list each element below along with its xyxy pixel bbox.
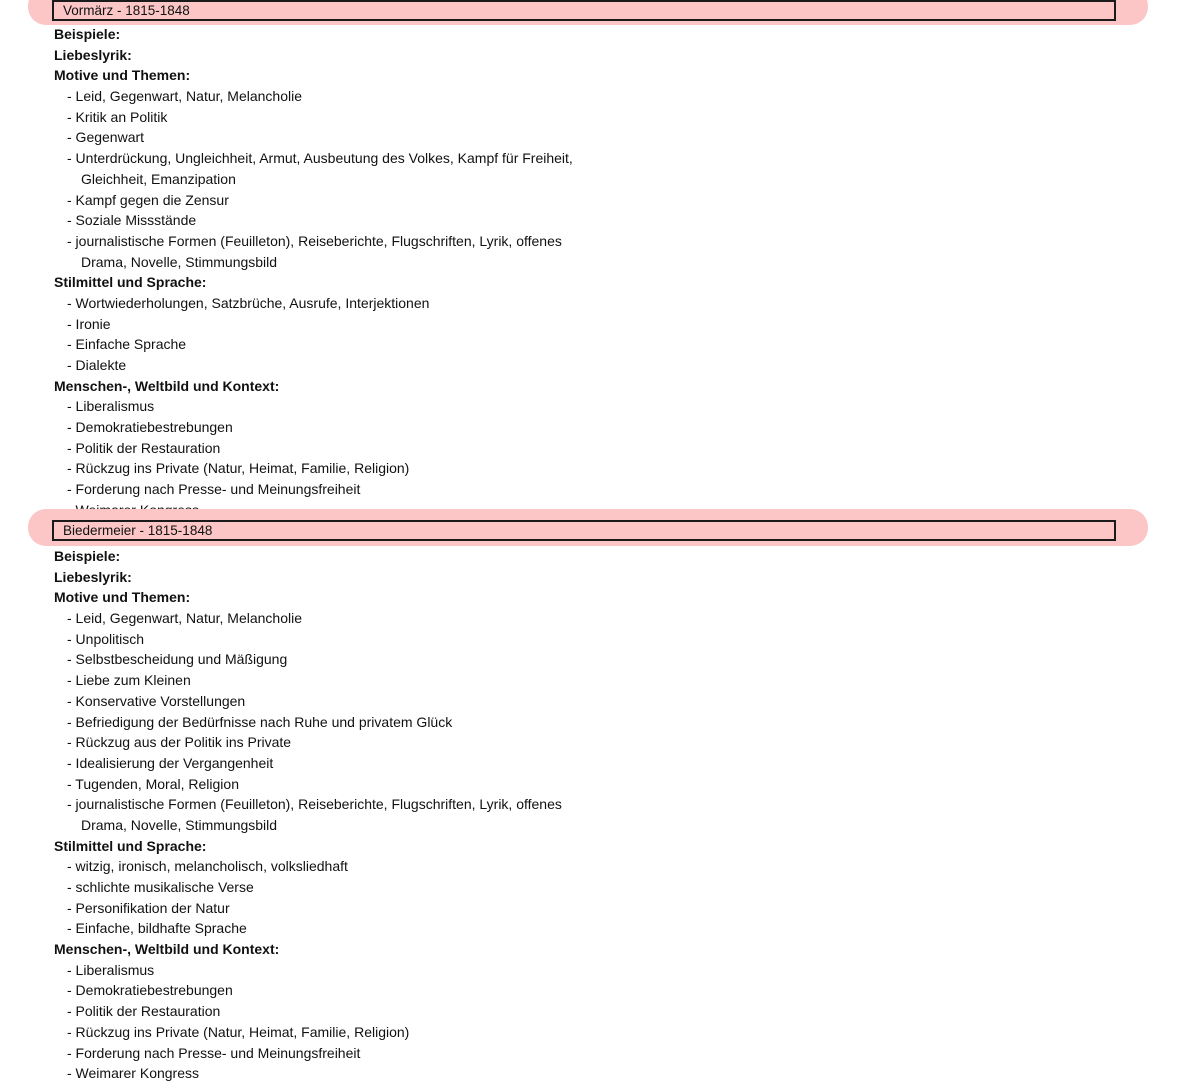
list-item: - Liebe zum Kleinen (67, 672, 191, 689)
list-item-continuation: Drama, Novelle, Stimmungsbild (81, 253, 278, 270)
list-item: - Rückzug ins Private (Natur, Heimat, Familie, Religion) (67, 1023, 410, 1040)
list-item: - Liberalismus (67, 398, 155, 415)
section-heading: Motive und Themen: (54, 67, 191, 84)
list-item: - Forderung nach Presse- und Meinungsfreiheit (67, 481, 361, 498)
list-item: - Demokratiebestrebungen (67, 419, 233, 436)
list-item: - witzig, ironisch, melancholisch, volksliedhaft (67, 858, 348, 875)
list-item: - Dialekte (67, 357, 127, 373)
list-item: - Rückzug aus der Politik ins Private (67, 734, 292, 751)
list-item: - schlichte musikalische Verse (67, 879, 254, 895)
list-item: - Befriedigung der Bedürfnisse nach Ruhe und privatem Glück (67, 713, 453, 730)
list-item: - Tugenden, Moral, Religion (67, 775, 239, 792)
list-item: - Rückzug ins Private (Natur, Heimat, Familie, Religion) (67, 460, 410, 477)
list-item: - Einfache, bildhafte Sprache (67, 920, 247, 937)
list-item: - Demokratiebestrebungen (67, 982, 233, 999)
list-item: - Idealisierung der Vergangenheit (67, 754, 274, 771)
list-item-continuation: Drama, Novelle, Stimmungsbild (81, 816, 278, 833)
list-item: - Wortwiederholungen, Satzbrüche, Ausrufe, Interjektionen (67, 294, 430, 311)
list-item: - Konservative Vorstellungen (67, 692, 246, 709)
list-item: - journalistische Formen (Feuilleton), Reiseberichte, Flugschriften, Lyrik, offenes (67, 232, 562, 249)
list-item: - Kritik an Politik (67, 108, 168, 125)
list-item: - Politik der Restauration (67, 439, 221, 456)
list-item: - Selbstbescheidung und Mäßigung (67, 651, 288, 668)
list-item: - Unpolitisch (67, 630, 145, 647)
list-item: - Forderung nach Presse- und Meinungsfreiheit (67, 1044, 361, 1061)
section-heading: Motive und Themen: (54, 589, 191, 606)
list-item: - Kampf gegen die Zensur (67, 191, 229, 208)
section-heading: Stilmittel und Sprache: (54, 274, 207, 291)
section-heading: Menschen-, Weltbild und Kontext: (54, 941, 280, 958)
list-item: - Leid, Gegenwart, Natur, Melancholie (67, 610, 303, 627)
list-item: - Gegenwart (67, 129, 145, 146)
list-item: - Personifikation der Natur (67, 899, 230, 916)
list-item: - Politik der Restauration (67, 1003, 221, 1020)
list-item: - Leid, Gegenwart, Natur, Melancholie (67, 88, 303, 105)
list-item: - Liberalismus (67, 961, 155, 978)
section-heading: Beispiele: (54, 548, 121, 564)
list-item: - Weimarer Kongress (67, 1065, 200, 1082)
list-item: - Einfache Sprache (67, 336, 187, 353)
list-item-continuation: Gleichheit, Emanzipation (81, 170, 236, 187)
list-item: - Ironie (67, 315, 111, 332)
list-item: - Unterdrückung, Ungleichheit, Armut, Ausbeutung des Volkes, Kampf für Freiheit, (67, 150, 573, 167)
list-item: - Soziale Missstände (67, 212, 197, 229)
section-heading: Menschen-, Weltbild und Kontext: (54, 377, 280, 394)
section-heading: Beispiele: (54, 26, 121, 42)
list-item: - journalistische Formen (Feuilleton), Reiseberichte, Flugschriften, Lyrik, offenes (67, 796, 562, 813)
section-heading: Liebeslyrik: (54, 46, 132, 63)
section-title: Biedermeier - 1815-1848 (52, 520, 1116, 541)
section-title: Vormärz - 1815-1848 (52, 0, 1116, 21)
section-heading: Stilmittel und Sprache: (54, 837, 207, 854)
section-heading: Liebeslyrik: (54, 568, 132, 585)
section-content (54, 24, 573, 521)
section-content (54, 546, 562, 1084)
